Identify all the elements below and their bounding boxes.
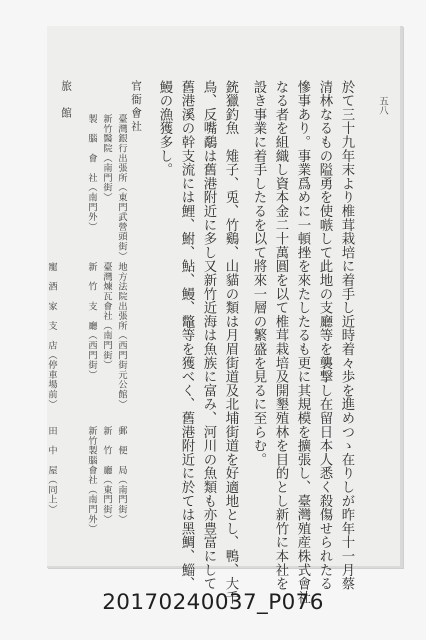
office-entry: 新竹醫院（南門街）	[101, 114, 112, 203]
office-entry: 新 竹 支 廳（西門街）	[86, 262, 97, 380]
section-heading-inns: 旅 館	[60, 80, 72, 121]
office-entry: 製 腦 會 社（南門外）	[86, 114, 97, 232]
text-line: 銃獵釣魚 雉子、兎、竹鷄、山貓の類は月眉街道及北埔街道を好適地とし、鴨、大千	[223, 80, 238, 605]
office-entry: 新竹製腦會社（南門外）	[86, 426, 97, 534]
office-entry: 地方法院出張所（西門街元公館）	[116, 262, 127, 409]
office-entry: 臺灣煉瓦會社（南門街）	[101, 262, 112, 370]
office-entry: 新 竹 廳（東門街）	[101, 426, 112, 524]
document-id-label: 20170240037_P076	[102, 590, 324, 615]
inn-entry: 田 中 屋（同上）	[46, 426, 57, 515]
text-line: 鳥、反嘴鷸は舊港附近に多し又新竹近海は魚族に富み、河川の魚類も亦豊富にして	[201, 80, 216, 591]
text-line: 舊港溪の幹支流には鯉、鮒、鮎、鰻、鼈等を獲べく、舊港附近に於ては黑鯛、鯔、	[179, 80, 194, 591]
inn-entry: 寵 酒 家 支 店（停車場前）	[46, 262, 57, 409]
text-line: 慘事あり。事業爲めに一頓挫を來たしたるも更に其規模を擴張し、臺灣殖産株式會社	[295, 80, 310, 605]
text-line: 設き事業に着手したるを以て將來一層の繁盛を見るに至らむ。	[251, 80, 266, 467]
text-line: 於て三十九年末より椎茸栽培に着手し近時着々歩を進めつゝ在りしが昨年十一月蔡	[339, 80, 354, 591]
office-entry: 郵 便 局（南門街）	[116, 426, 127, 524]
page-number: 五八	[377, 96, 388, 115]
text-line: 清林なるもの隘勇を使嗾して此地の支廳等を襲撃し在留日本人悉く殺傷せられたる	[317, 80, 332, 591]
section-heading-offices: 官衙會社	[130, 80, 142, 135]
text-line: なる者を組織し資本金二十萬圓を以て椎茸栽培及開墾殖林を目的とし新竹に本社を	[273, 80, 288, 591]
office-entry: 臺灣銀行出張所（東門武營頭街）	[116, 114, 127, 261]
text-line: 鰻の漁獲多し。	[157, 80, 172, 177]
